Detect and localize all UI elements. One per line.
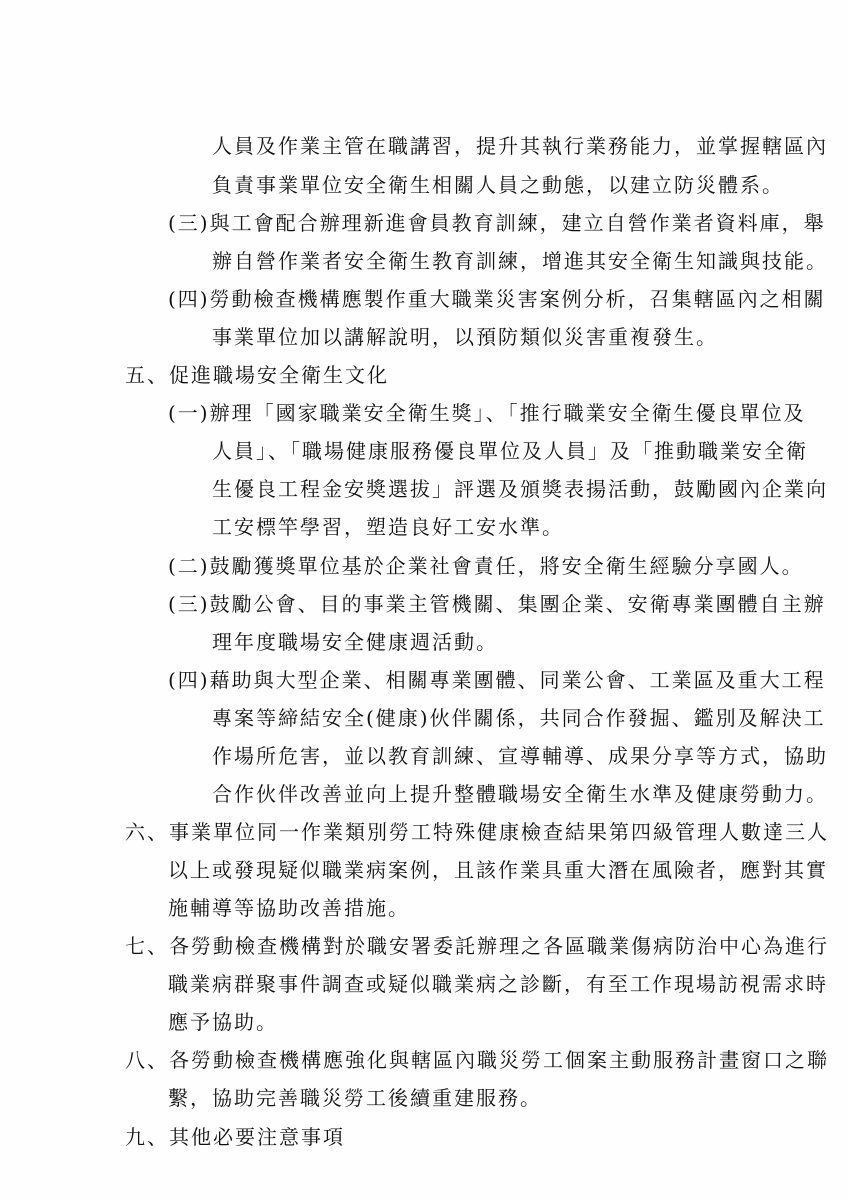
section-heading: 九、其他必要注意事項	[125, 1125, 345, 1149]
section-heading: 五、促進職場安全衛生文化	[125, 363, 389, 387]
text-line: (二)鼓勵獲獎單位基於企業社會責任，將安全衛生經驗分享國人。	[168, 554, 804, 578]
text-line: (一)辦理「國家職業安全衛生獎」、「推行職業安全衛生優良單位及	[168, 401, 806, 425]
text-line: 專案等締結安全(健康)伙伴關係，共同合作發掘、鑑別及解決工	[212, 706, 826, 730]
text-line: (四)勞動檢查機構應製作重大職業災害案例分析，召集轄區內之相關	[168, 287, 826, 311]
text-line: 合作伙伴改善並向上提升整體職場安全衛生水準及健康勞動力。	[212, 782, 828, 806]
text-line: (四)藉助與大型企業、相關專業團體、同業公會、工業區及重大工程	[168, 668, 826, 692]
text-line: (三)鼓勵公會、目的事業主管機關、集團企業、安衛專業團體自主辦	[168, 592, 826, 616]
text-line: 工安標竿學習，塑造良好工安水準。	[212, 515, 564, 539]
section-heading: 六、事業單位同一作業類別勞工特殊健康檢查結果第四級管理人數達三人	[125, 820, 829, 844]
text-line: (三)與工會配合辦理新進會員教育訓練，建立自營作業者資料庫，舉	[168, 211, 826, 235]
text-line: 施輔導等協助改善措施。	[168, 896, 410, 920]
text-line: 應予協助。	[168, 1010, 278, 1034]
text-line: 以上或發現疑似職業病案例，且該作業具重大潛在風險者，應對其實	[168, 858, 828, 882]
text-line: 職業病群聚事件調查或疑似職業病之診斷，有至工作現場訪視需求時	[168, 972, 828, 996]
text-line: 辦自營作業者安全衛生教育訓練，增進其安全衛生知識與技能。	[212, 249, 828, 273]
text-line: 人員」、「職場健康服務優良單位及人員」及「推動職業安全衛	[212, 439, 808, 463]
text-line: 繫，協助完善職災勞工後續重建服務。	[168, 1086, 542, 1110]
section-heading: 八、各勞動檢查機構應強化與轄區內職災勞工個案主動服務計畫窗口之聯	[125, 1048, 829, 1072]
text-line: 人員及作業主管在職講習，提升其執行業務能力，並掌握轄區內	[212, 134, 828, 158]
section-heading: 七、各勞動檢查機構對於職安署委託辦理之各區職業傷病防治中心為進行	[125, 934, 829, 958]
text-line: 事業單位加以講解說明，以預防類似災害重複發生。	[212, 325, 718, 349]
text-line: 負責事業單位安全衛生相關人員之動態，以建立防災體系。	[212, 173, 784, 197]
text-line: 理年度職場安全健康週活動。	[212, 630, 498, 654]
text-line: 生優良工程金安獎選拔」評選及頒獎表揚活動，鼓勵國內企業向	[212, 477, 828, 501]
text-line: 作場所危害，並以教育訓練、宣導輔導、成果分享等方式，協助	[212, 744, 828, 768]
